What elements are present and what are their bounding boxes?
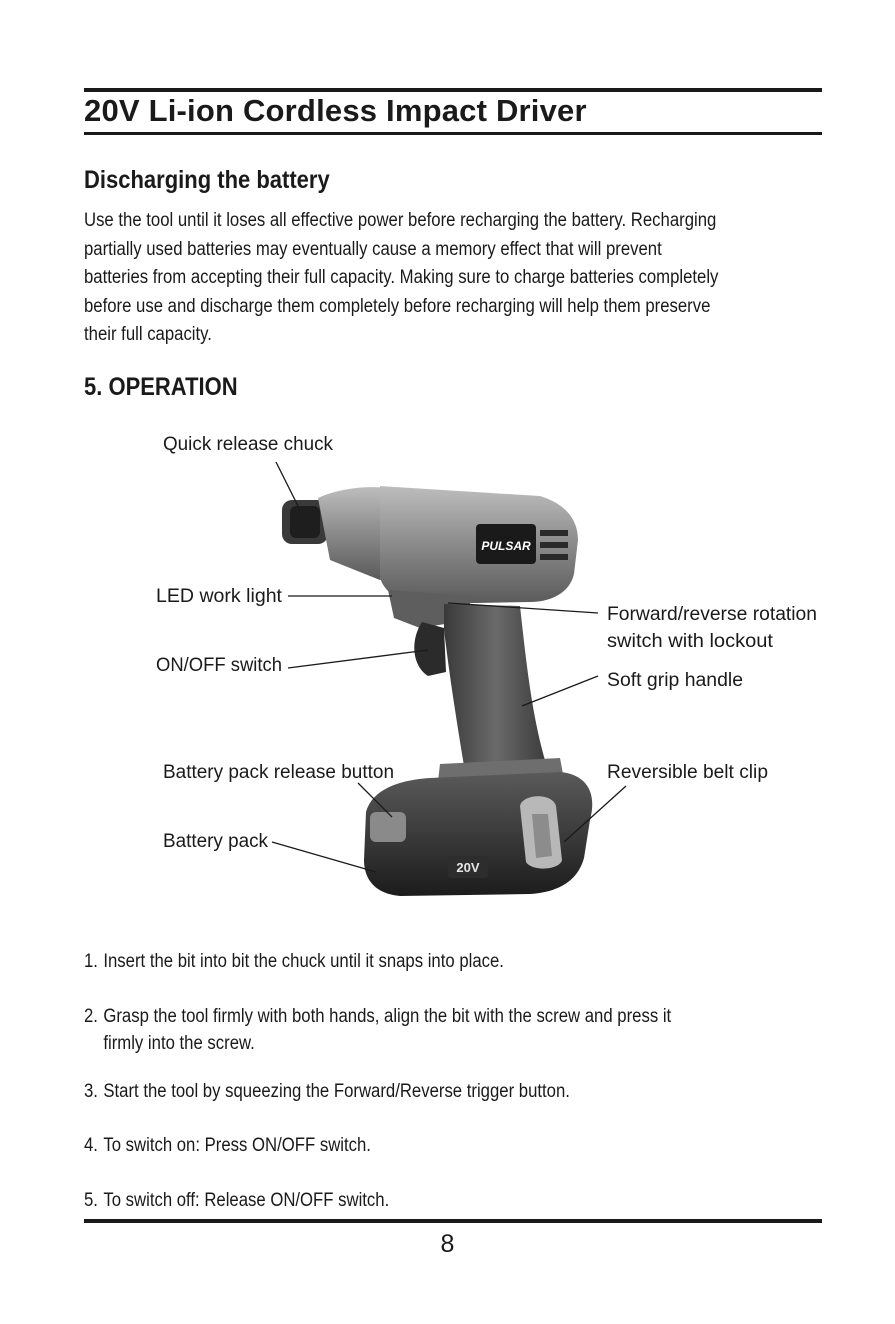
step-text-continued: firmly into the screw. — [103, 1033, 255, 1054]
callout-soft-grip-handle: Soft grip handle — [607, 670, 743, 691]
callout-on-off-switch: ON/OFF switch — [156, 655, 282, 676]
callout-forward-reverse-line1: Forward/reverse rotation — [607, 604, 817, 625]
discharging-line: their full capacity. — [84, 324, 212, 345]
page-title: 20V Li-ion Cordless Impact Driver — [84, 93, 587, 128]
operation-heading: 5. OPERATION — [84, 373, 238, 401]
step-item — [84, 1003, 788, 1057]
step-text: Insert the bit into bit the chuck until it snaps into place. — [103, 951, 504, 972]
trigger-switch — [414, 622, 446, 676]
callout-quick-release-chuck: Quick release chuck — [163, 434, 334, 455]
discharging-heading: Discharging the battery — [84, 166, 330, 194]
callout-led-work-light: LED work light — [156, 586, 283, 607]
battery-release-button-shape — [370, 812, 406, 842]
line-battery-pack — [272, 842, 376, 872]
step-item — [84, 1132, 788, 1159]
step-item — [84, 948, 788, 975]
step-text: Grasp the tool firmly with both hands, align the bit with the screw and press it — [103, 1006, 672, 1027]
step-number: 4. — [84, 1135, 98, 1156]
tool-diagram — [0, 420, 895, 920]
step-number: 2. — [84, 1006, 98, 1027]
discharging-line: partially used batteries may eventually cause a memory effect that will prevent — [84, 238, 662, 260]
discharging-line: before use and discharge them completely before recharging will help them preserve — [84, 295, 711, 317]
step-text: To switch on: Press ON/OFF switch. — [103, 1135, 371, 1156]
header-rule-top — [84, 88, 822, 92]
header-rule-bottom — [84, 132, 822, 135]
step-number: 5. — [84, 1190, 98, 1211]
battery-badge-text: 20V — [456, 860, 480, 875]
step-text: Start the tool by squeezing the Forward/Reverse trigger button. — [103, 1081, 570, 1102]
line-on-off-switch — [288, 650, 428, 668]
grip-handle — [444, 604, 548, 778]
impact-driver-image — [282, 486, 592, 896]
callout-reversible-belt-clip: Reversible belt clip — [607, 762, 768, 783]
callout-battery-pack: Battery pack — [163, 831, 269, 852]
discharging-paragraph — [84, 207, 823, 350]
step-number: 1. — [84, 951, 98, 972]
step-item — [84, 1187, 788, 1214]
discharging-line: Use the tool until it loses all effective power before recharging the battery. Recharging — [84, 210, 717, 231]
footer-rule — [84, 1219, 822, 1223]
page-number: 8 — [440, 1230, 455, 1258]
callout-battery-release-button: Battery pack release button — [163, 762, 394, 783]
callout-forward-reverse-line2: switch with lockout — [607, 631, 774, 652]
tool-logo-text: PULSAR — [481, 539, 531, 553]
step-item — [84, 1078, 788, 1105]
step-text: To switch off: Release ON/OFF switch. — [103, 1190, 390, 1211]
line-soft-grip — [522, 676, 598, 706]
step-number: 3. — [84, 1081, 98, 1102]
discharging-line: batteries from accepting their full capacity. Making sure to charge batteries completely — [84, 267, 719, 288]
